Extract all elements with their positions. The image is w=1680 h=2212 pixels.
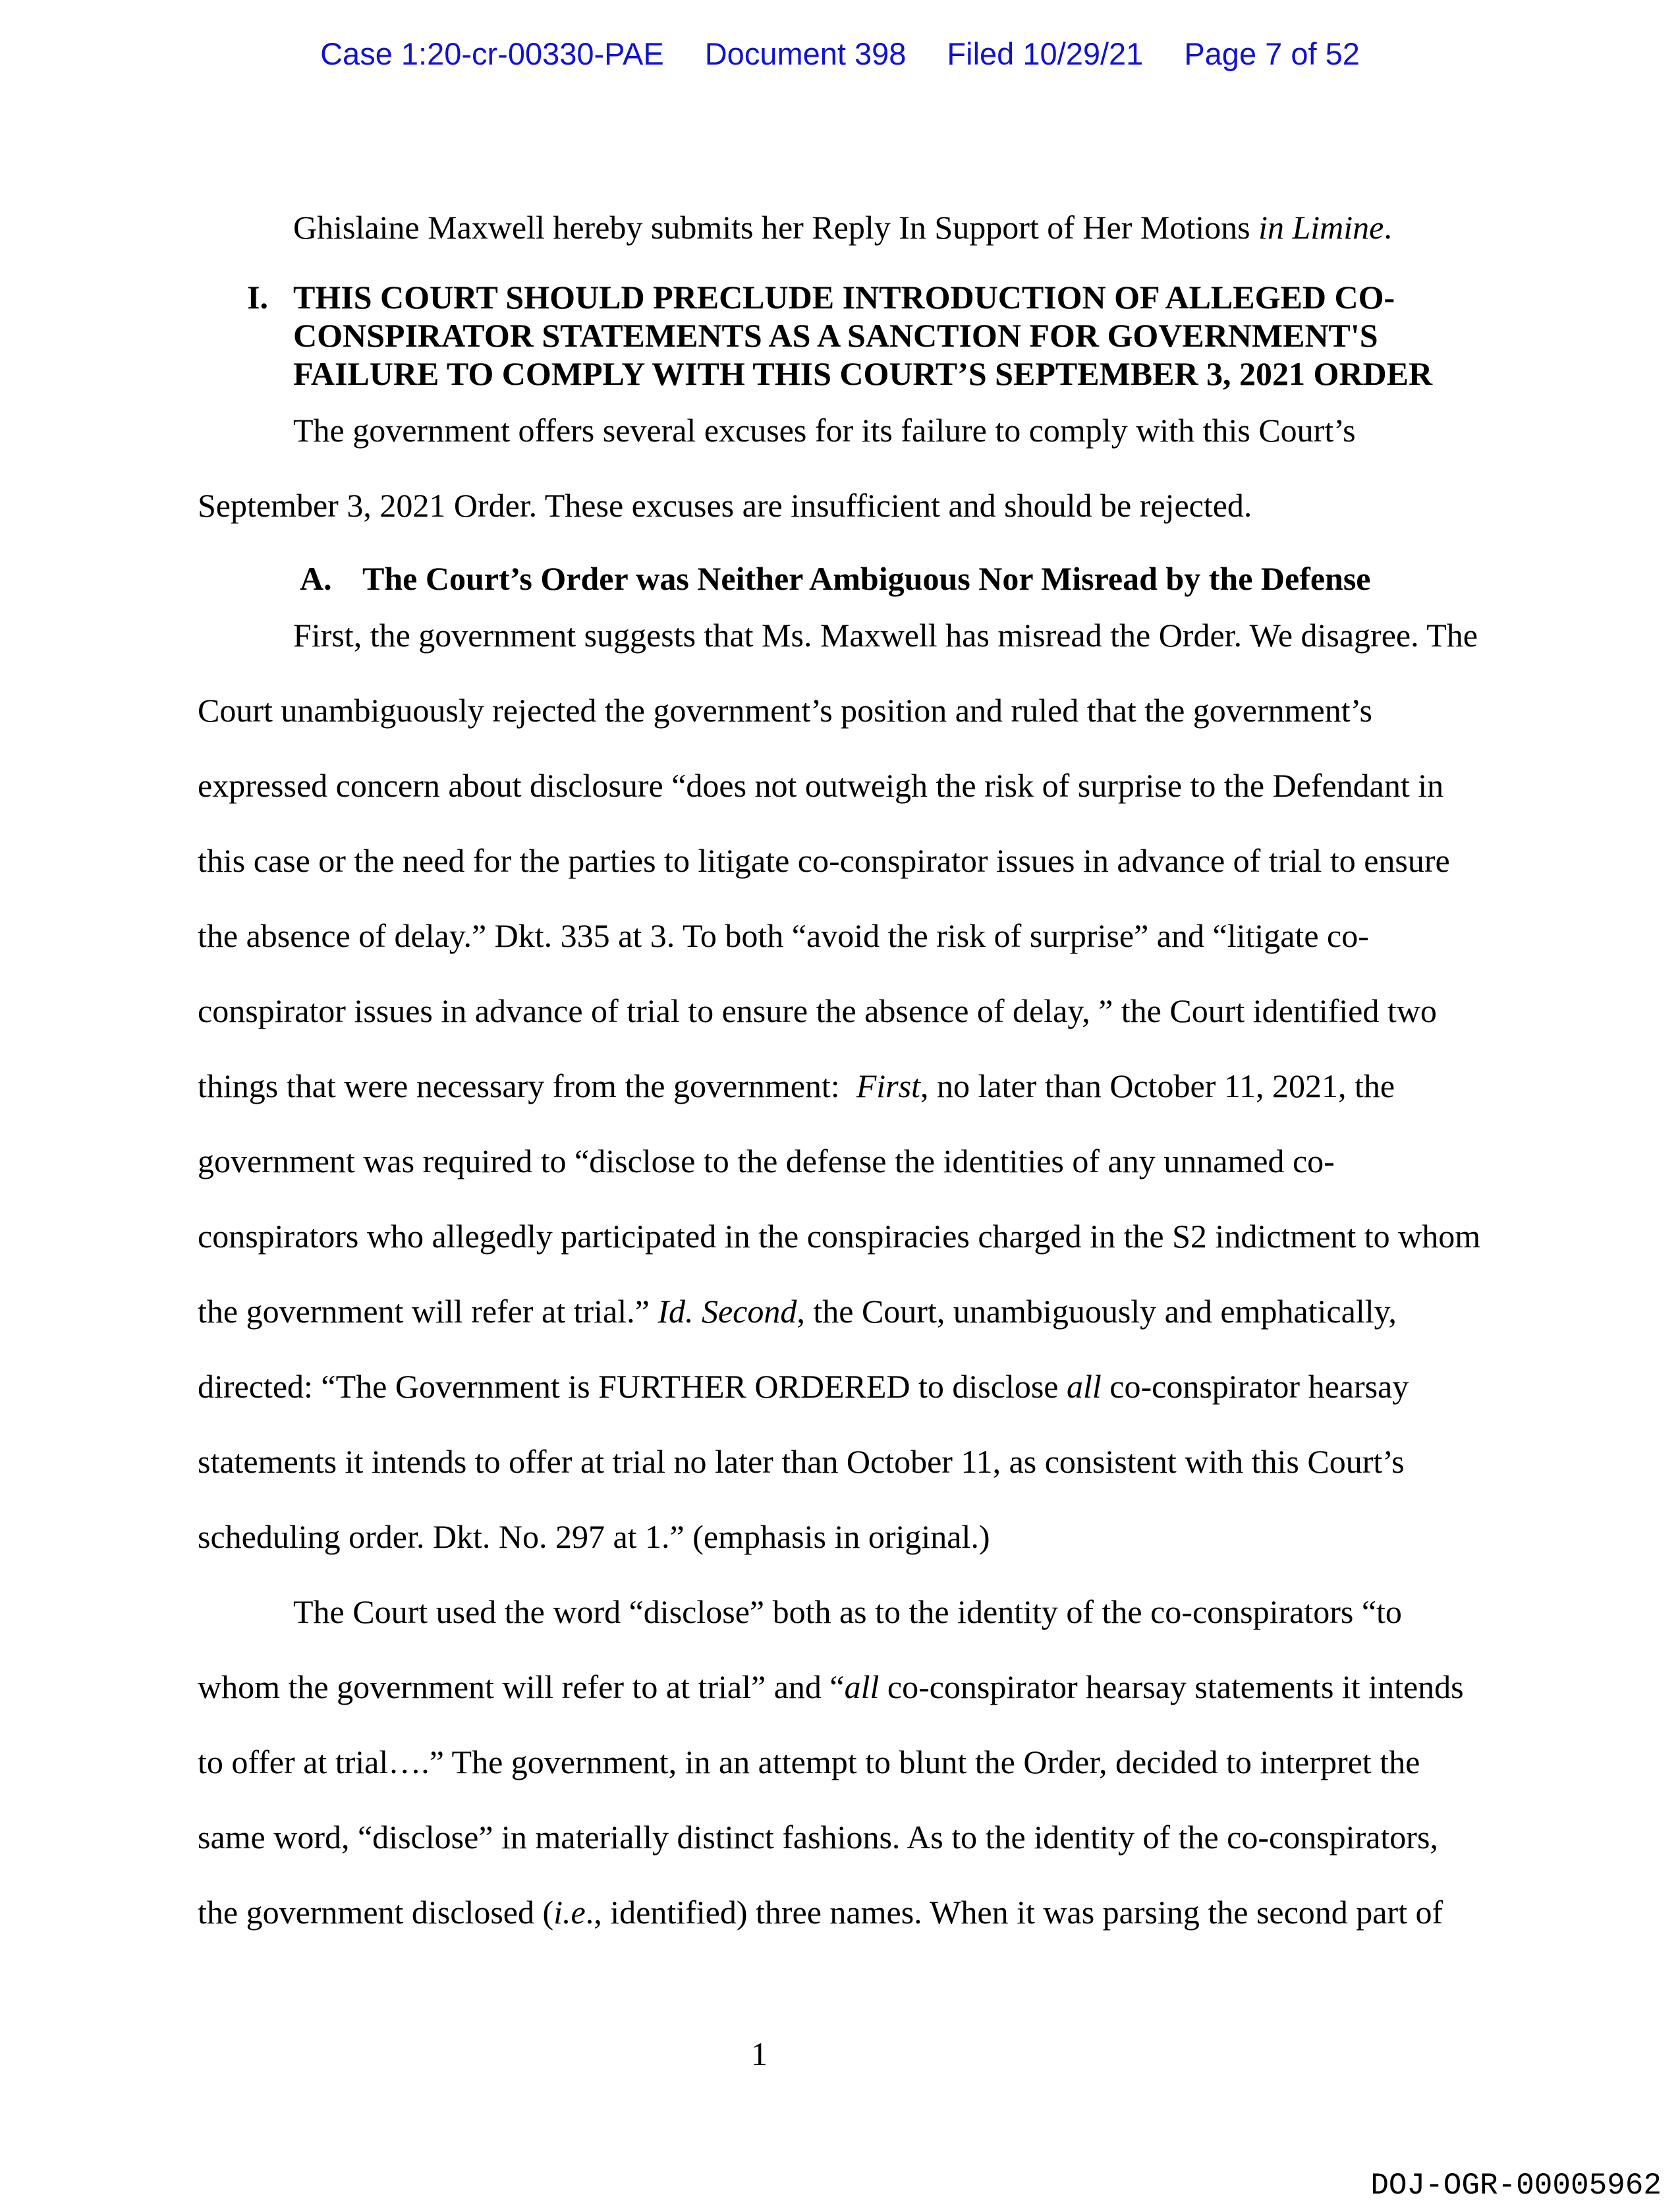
paragraph-excuses: The government offers several excuses for its failure to comply with this Court’s September 3, 2021 Order. These excuses are insufficient and should be rejected. <box>198 412 1364 524</box>
section-heading-I <box>247 278 1482 393</box>
header-page-indicator: Page 7 of 52 <box>1184 36 1360 71</box>
section-I-title: THIS COURT SHOULD PRECLUDE INTRODUCTION OF ALLEGED CO-CONSPIRATOR STATEMENTS AS A SANCTION FOR GOVERNMENT'S FAILURE TO COMPLY WITH THIS COURT’S SEPTEMBER 3, 2021 ORDER <box>293 279 1433 392</box>
paragraph-first-argument: First, the government suggests that Ms. Maxwell has misread the Order. We disagree. The Court unambiguously rejected the government’s position and ruled that the government’s expressed concern about disclosure “does not outweigh the risk of surprise to the Defendant in this case or the need for the parties to litigate co-conspirator issues in advance of trial to ensure the absence of delay.” Dkt. 335 at 3. To both “avoid the risk of surprise” and “litigate co-conspirator issues in advance of trial to ensure the absence of delay, ” the Court identified two things that were necessary from the government: First, no later than October 11, 2021, the government was required to “disclose to the defense the identities of any unnamed co-conspirators who allegedly participated in the conspiracies charged in the S2 indictment to whom the government will refer at trial.” Id. Second, the Court, unambiguously and emphatically, directed: “The Government is FURTHER ORDERED to disclose all co-conspirator hearsay statements it intends to offer at trial no later than October 11, as consistent with this Court’s scheduling order. Dkt. No. 297 at 1.” (emphasis in original.) <box>198 617 1489 1555</box>
paragraph-disclose-argument: The Court used the word “disclose” both as to the identity of the co-conspirators “to whom the government will refer to at trial” and “all co-conspirator hearsay statements it intends to offer at trial….” The government, in an attempt to blunt the Order, decided to interpret the same word, “disclose” in materially distinct fashions. As to the identity of the co-conspirators, the government disclosed (i.e., identified) three names. When it was parsing the second part of <box>198 1593 1472 1931</box>
subsection-heading-A <box>300 559 1482 598</box>
case-caption-header <box>0 37 1680 71</box>
subsection-A-title: The Court’s Order was Neither Ambiguous Nor Misread by the Defense <box>362 560 1371 597</box>
intro-paragraph: Ghislaine Maxwell hereby submits her Reply In Support of Her Motions in Limine. <box>293 209 1392 246</box>
subsection-A-number: A. <box>300 560 332 597</box>
header-document-number: Document 398 <box>704 36 907 71</box>
section-I-number: I. <box>247 279 268 316</box>
document-body <box>198 190 1489 1950</box>
header-case-number: Case 1:20-cr-00330-PAE <box>320 36 664 71</box>
bates-number: DOJ-OGR-00005962 <box>1370 2169 1662 2203</box>
header-filed-date: Filed 10/29/21 <box>947 36 1144 71</box>
page-number: 1 <box>751 2035 768 2072</box>
